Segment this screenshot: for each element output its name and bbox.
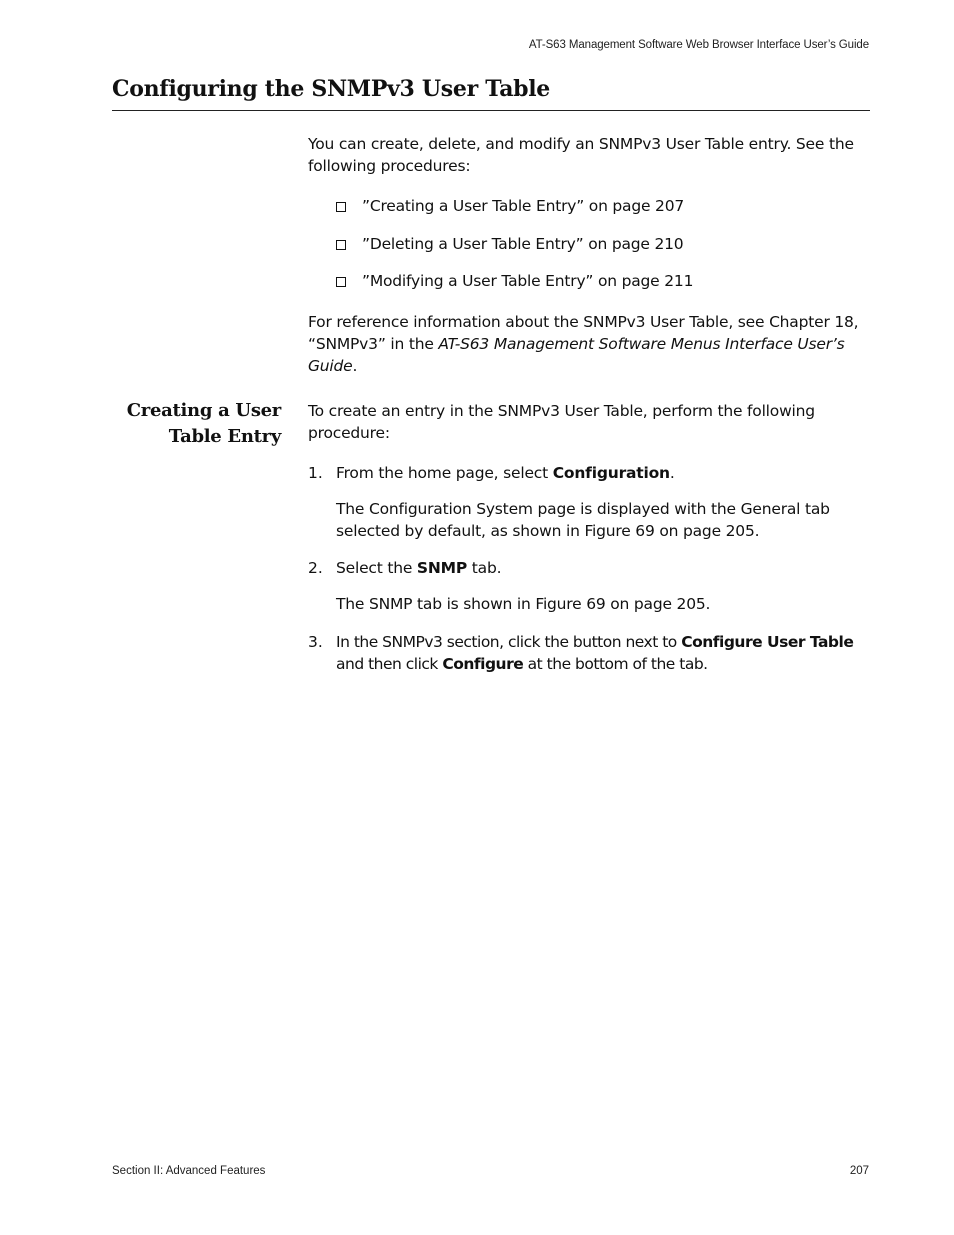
- step-2: [336, 557, 870, 579]
- section-intro: You can create, delete, and modify an SNMPv3 User Table entry. See the following procedures:: [308, 135, 854, 175]
- title-rule: [112, 110, 870, 111]
- subsection-title-line1: Creating a User: [126, 400, 281, 421]
- step-number: 3.: [308, 633, 323, 651]
- step-1-note: The Configuration System page is displayed with the General tab selected by default, as shown in Figure 69 on page 205.: [336, 500, 830, 540]
- step-text-mid: and then click: [336, 655, 443, 673]
- checkbox-bullet-icon: [336, 277, 346, 287]
- link-modifying[interactable]: [336, 270, 866, 292]
- link-deleting[interactable]: [336, 233, 866, 255]
- subsection-intro: To create an entry in the SNMPv3 User Table, perform the following procedure:: [308, 402, 815, 442]
- running-header: AT-S63 Management Software Web Browser Interface User’s Guide: [528, 39, 869, 51]
- reference-end: .: [352, 357, 358, 375]
- step-2-note: The SNMP tab is shown in Figure 69 on page 205.: [336, 595, 711, 613]
- ui-term: Configure: [442, 655, 524, 673]
- step-number: 1.: [308, 464, 323, 482]
- link-text: ”Modifying a User Table Entry” on page 211: [362, 272, 694, 290]
- footer-page-number: 207: [849, 1165, 869, 1177]
- step-text: From the home page, select: [336, 464, 553, 482]
- ui-term: Configure User Table: [681, 633, 854, 651]
- step-number: 2.: [308, 559, 323, 577]
- step-text-end: at the bottom of the tab.: [523, 655, 708, 673]
- step-3: [336, 631, 870, 675]
- step-text: Select the: [336, 559, 417, 577]
- subsection-title-line2: Table Entry: [168, 426, 281, 447]
- link-text: ”Creating a User Table Entry” on page 207: [362, 197, 685, 215]
- checkbox-bullet-icon: [336, 240, 346, 250]
- link-creating[interactable]: [336, 195, 866, 217]
- step-1: [336, 462, 870, 484]
- footer-section-label: Section II: Advanced Features: [112, 1165, 266, 1177]
- step-text-end: tab.: [467, 559, 502, 577]
- ui-term: Configuration: [552, 464, 670, 482]
- link-text: ”Deleting a User Table Entry” on page 210: [362, 235, 684, 253]
- section-title: Configuring the SNMPv3 User Table: [112, 76, 550, 102]
- step-text: In the SNMPv3 section, click the button next to: [336, 633, 682, 651]
- step-text-end: .: [669, 464, 675, 482]
- reference-book-title: AT-S63 Management Software Menus Interface User’s Guide: [308, 335, 845, 375]
- reference-text: For reference information about the SNMPv3 User Table, see Chapter 18, “SNMPv3” in the: [308, 313, 859, 353]
- checkbox-bullet-icon: [336, 202, 346, 212]
- ui-term: SNMP: [416, 559, 468, 577]
- reference-paragraph: [308, 311, 870, 377]
- subsection-title: [100, 398, 281, 450]
